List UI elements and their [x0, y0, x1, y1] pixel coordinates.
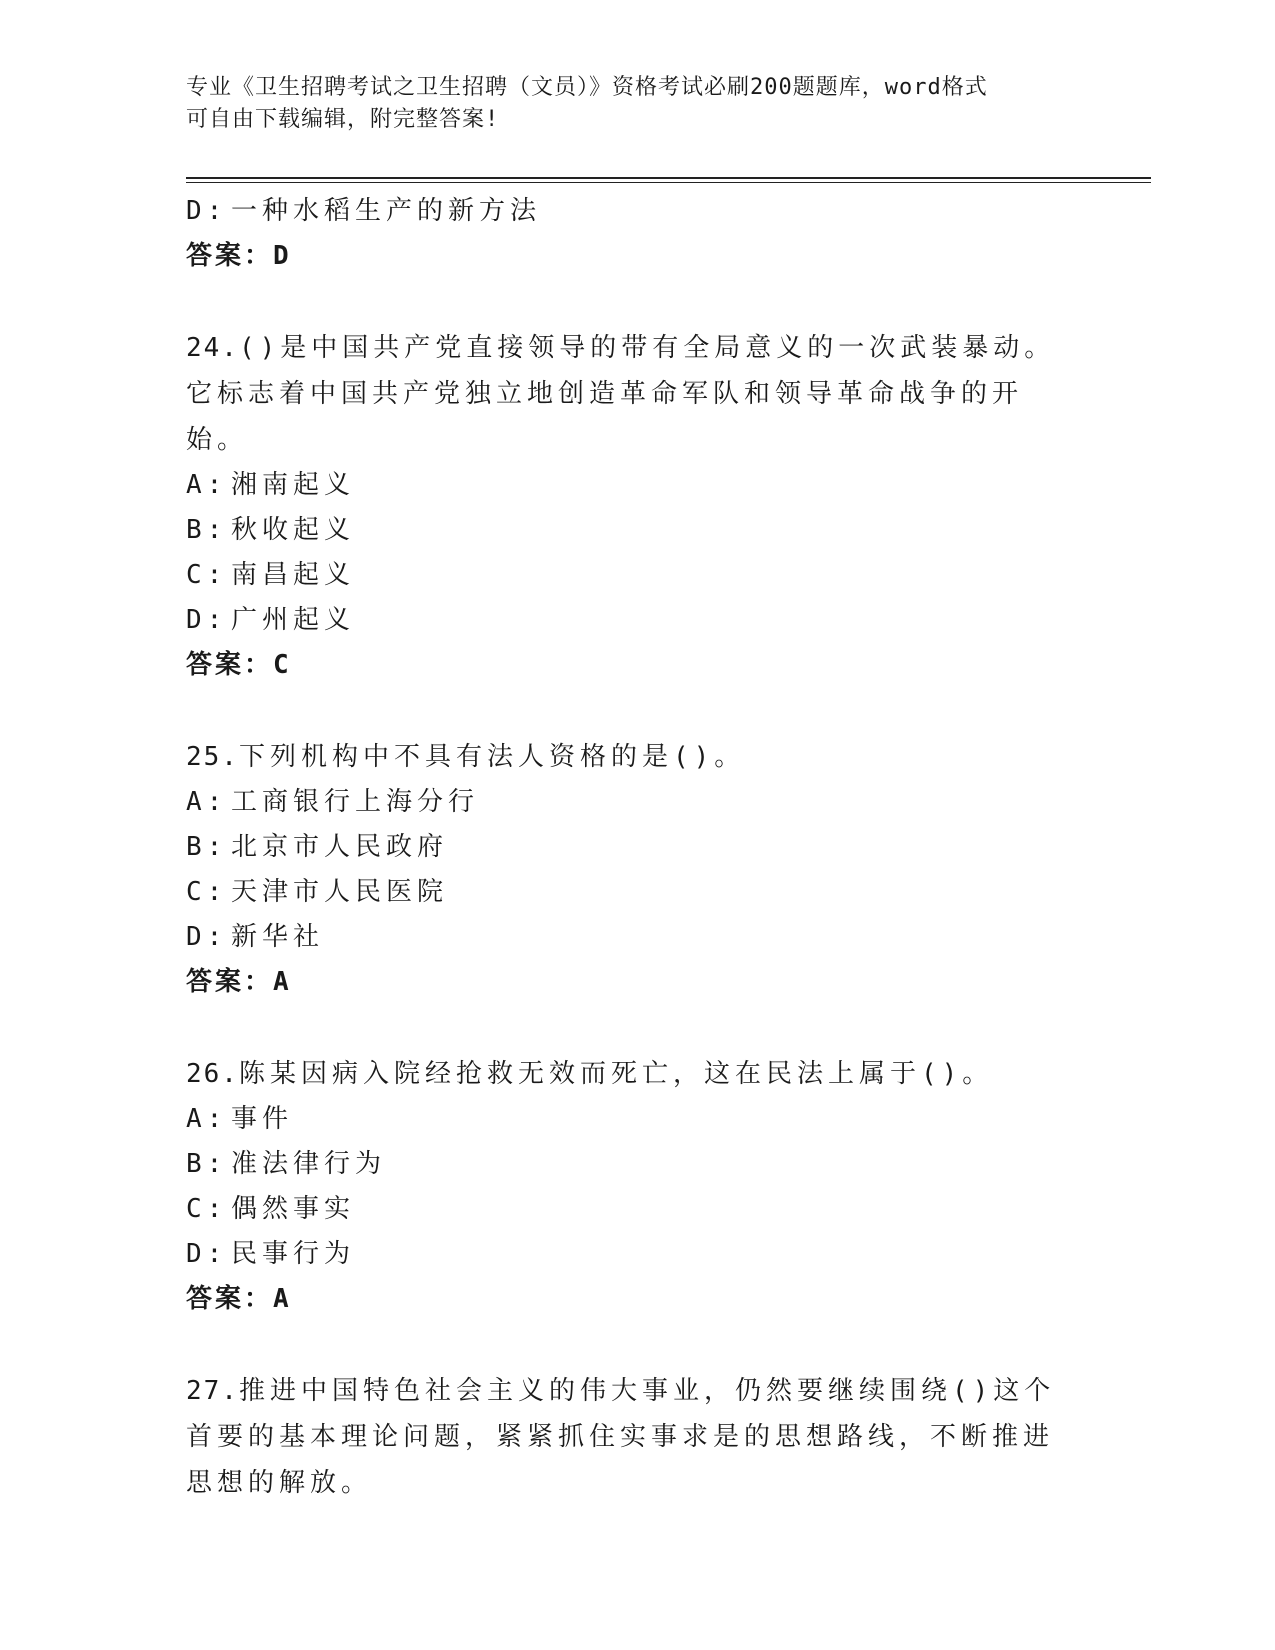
option-text: 准法律行为 — [231, 1149, 387, 1179]
document-header — [186, 72, 1066, 136]
option-label: C: — [186, 1194, 228, 1224]
question-text: 陈某因病入院经抢救无效而死亡，这在民法上属于()。 — [238, 1059, 994, 1089]
question-stem — [186, 734, 1076, 780]
option-d — [186, 915, 1076, 960]
option-text: 广州起义 — [231, 605, 356, 635]
question-item — [186, 1051, 1076, 1097]
option-b — [186, 508, 1076, 553]
header-rule-thick — [186, 177, 1151, 179]
question-item — [186, 734, 1076, 780]
option-a — [186, 780, 1076, 825]
answer-line: 答案：D — [186, 241, 292, 271]
option-c — [186, 553, 1076, 598]
option-label: D: — [186, 196, 228, 226]
option-c — [186, 1187, 1076, 1232]
question-stem — [186, 1368, 1076, 1506]
option-label: A: — [186, 787, 228, 817]
option-b — [186, 1142, 1076, 1187]
option-label: B: — [186, 515, 228, 545]
option-label: A: — [186, 470, 228, 500]
question-text: 下列机构中不具有法人资格的是()。 — [238, 742, 746, 772]
answer-line: 答案：C — [186, 650, 292, 680]
header-line-2: 可自由下载编辑，附完整答案! — [186, 107, 500, 132]
option-text: 天津市人民医院 — [231, 877, 449, 907]
option-label: B: — [186, 832, 228, 862]
question-text: ()是中国共产党直接领导的带有全局意义的一次武装暴动。它标志着中国共产党独立地创造革命军队和领导革命战争的开始。 — [186, 333, 1056, 455]
option-c — [186, 870, 1076, 915]
option-d — [186, 598, 1076, 643]
option-label: A: — [186, 1104, 228, 1134]
question-number: 24. — [186, 333, 239, 363]
question-text: 推进中国特色社会主义的伟大事业，仍然要继续围绕()这个首要的基本理论问题，紧紧抓住实事求是的思想路线，不断推进思想的解放。 — [186, 1376, 1056, 1498]
option-text: 一种水稻生产的新方法 — [231, 196, 542, 226]
option-a — [186, 1097, 1076, 1142]
option-text: 秋收起义 — [231, 515, 356, 545]
option-text: 北京市人民政府 — [231, 832, 449, 862]
option-text: 偶然事实 — [231, 1194, 356, 1224]
answer-line: 答案：A — [186, 967, 292, 997]
question-number: 25. — [186, 742, 239, 772]
option-text: 工商银行上海分行 — [231, 787, 480, 817]
question-item — [186, 325, 1076, 463]
option-label: D: — [186, 1239, 228, 1269]
question-number: 27. — [186, 1376, 239, 1406]
option-text: 南昌起义 — [231, 560, 356, 590]
question-number: 26. — [186, 1059, 239, 1089]
option-label: D: — [186, 605, 228, 635]
question-item — [186, 1368, 1076, 1506]
question-stem — [186, 1051, 1076, 1097]
header-line-1: 专业《卫生招聘考试之卫生招聘（文员）》资格考试必刷200题题库，word格式 — [186, 75, 988, 100]
option-a — [186, 463, 1076, 508]
option-d — [186, 1232, 1076, 1277]
option-label: B: — [186, 1149, 228, 1179]
answer-line: 答案：A — [186, 1284, 292, 1314]
option-text: 事件 — [231, 1104, 294, 1134]
option-label: C: — [186, 560, 228, 590]
option-b — [186, 825, 1076, 870]
header-rule-thin — [186, 182, 1151, 183]
option-text: 新华社 — [231, 922, 325, 952]
option-label: D: — [186, 922, 228, 952]
option-label: C: — [186, 877, 228, 907]
option-text: 民事行为 — [231, 1239, 356, 1269]
question-list — [186, 189, 1076, 1506]
option-d — [186, 189, 1076, 234]
question-stem — [186, 325, 1076, 463]
option-text: 湘南起义 — [231, 470, 356, 500]
